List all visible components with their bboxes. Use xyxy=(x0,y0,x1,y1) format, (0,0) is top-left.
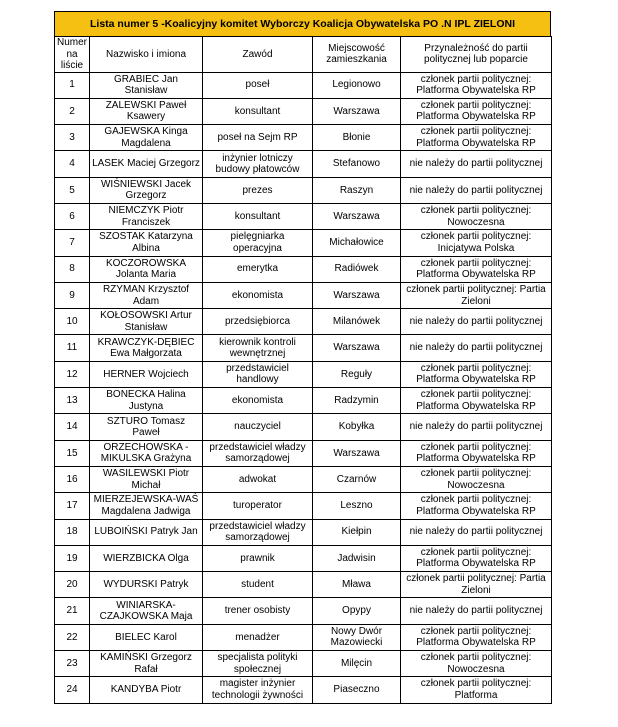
candidate-name: HERNER Wojciech xyxy=(90,361,203,387)
table-row xyxy=(55,651,552,677)
party-affiliation: członek partii politycznej: Platforma xyxy=(401,677,552,703)
table-row xyxy=(55,677,552,703)
candidate-name: BIELEC Karol xyxy=(90,624,203,650)
candidate-list-sheet xyxy=(54,11,551,704)
row-number: 6 xyxy=(55,203,90,229)
candidate-name: KOCZOROWSKA Jolanta Maria xyxy=(90,256,203,282)
row-number: 23 xyxy=(55,651,90,677)
table-row xyxy=(55,440,552,466)
candidate-name: LASEK Maciej Grzegorz xyxy=(90,151,203,177)
occupation: przedstawiciel władzy samorządowej xyxy=(203,440,313,466)
occupation: magister inżynier technologii żywności xyxy=(203,677,313,703)
row-number: 16 xyxy=(55,466,90,492)
residence: Warszawa xyxy=(313,440,401,466)
residence: Michałowice xyxy=(313,230,401,256)
party-affiliation: członek partii politycznej: Platforma Obywatelska RP xyxy=(401,624,552,650)
occupation: konsultant xyxy=(203,98,313,124)
candidate-name: NIEMCZYK Piotr Franciszek xyxy=(90,203,203,229)
row-number: 19 xyxy=(55,545,90,571)
party-affiliation: członek partii politycznej: Partia Zieloni xyxy=(401,572,552,598)
row-number: 10 xyxy=(55,309,90,335)
row-number: 1 xyxy=(55,72,90,98)
row-number: 21 xyxy=(55,598,90,624)
party-affiliation: nie należy do partii politycznej xyxy=(401,309,552,335)
occupation: przedsiębiorca xyxy=(203,309,313,335)
candidate-name: KRAWCZYK-DĘBIEC Ewa Małgorzata xyxy=(90,335,203,361)
occupation: trener osobisty xyxy=(203,598,313,624)
candidate-name: ZALEWSKI Paweł Ksawery xyxy=(90,98,203,124)
occupation: poseł na Sejm RP xyxy=(203,125,313,151)
candidate-name: SZTURO Tomasz Paweł xyxy=(90,414,203,440)
residence: Milanówek xyxy=(313,309,401,335)
occupation: emerytka xyxy=(203,256,313,282)
party-affiliation: nie należy do partii politycznej xyxy=(401,151,552,177)
occupation: przedstawiciel handlowy xyxy=(203,361,313,387)
occupation: prezes xyxy=(203,177,313,203)
table-row xyxy=(55,624,552,650)
candidate-name: KAMIŃSKI Grzegorz Rafał xyxy=(90,651,203,677)
party-affiliation: nie należy do partii politycznej xyxy=(401,598,552,624)
party-affiliation: nie należy do partii politycznej xyxy=(401,177,552,203)
occupation: nauczyciel xyxy=(203,414,313,440)
party-affiliation: nie należy do partii politycznej xyxy=(401,519,552,545)
occupation: kierownik kontroli wewnętrznej xyxy=(203,335,313,361)
occupation: poseł xyxy=(203,72,313,98)
table-row xyxy=(55,598,552,624)
row-number: 15 xyxy=(55,440,90,466)
residence: Piaseczno xyxy=(313,677,401,703)
row-number: 5 xyxy=(55,177,90,203)
column-header-residence: Miejscowość zamieszkania xyxy=(313,37,401,73)
occupation: konsultant xyxy=(203,203,313,229)
occupation: menadżer xyxy=(203,624,313,650)
residence: Czarnów xyxy=(313,466,401,492)
table-row xyxy=(55,256,552,282)
row-number: 8 xyxy=(55,256,90,282)
candidate-name: WIŚNIEWSKI Jacek Grzegorz xyxy=(90,177,203,203)
occupation: ekonomista xyxy=(203,282,313,308)
party-affiliation: członek partii politycznej: Platforma Obywatelska RP xyxy=(401,125,552,151)
table-row xyxy=(55,335,552,361)
list-title: Lista numer 5 -Koalicyjny komitet Wyborczy Koalicja Obywatelska PO .N IPL ZIELONI xyxy=(54,11,551,37)
residence: Leszno xyxy=(313,493,401,519)
column-header-occupation: Zawód xyxy=(203,37,313,73)
candidate-name: GAJEWSKA Kinga Magdalena xyxy=(90,125,203,151)
party-affiliation: członek partii politycznej: Platforma Obywatelska RP xyxy=(401,493,552,519)
residence: Warszawa xyxy=(313,203,401,229)
table-row xyxy=(55,572,552,598)
occupation: pielęgniarka operacyjna xyxy=(203,230,313,256)
table-header-row xyxy=(55,37,552,73)
candidate-name: RZYMAN Krzysztof Adam xyxy=(90,282,203,308)
candidate-name: MIERZEJEWSKA-WAŚ Magdalena Jadwiga xyxy=(90,493,203,519)
table-row xyxy=(55,72,552,98)
row-number: 14 xyxy=(55,414,90,440)
residence: Warszawa xyxy=(313,335,401,361)
residence: Radzymin xyxy=(313,388,401,414)
occupation: student xyxy=(203,572,313,598)
table-row xyxy=(55,493,552,519)
row-number: 7 xyxy=(55,230,90,256)
party-affiliation: członek partii politycznej: Platforma Obywatelska RP xyxy=(401,388,552,414)
table-row xyxy=(55,125,552,151)
table-row xyxy=(55,414,552,440)
residence: Kiełpin xyxy=(313,519,401,545)
party-affiliation: członek partii politycznej: Inicjatywa Polska xyxy=(401,230,552,256)
occupation: inżynier lotniczy budowy płatowców xyxy=(203,151,313,177)
table-row xyxy=(55,519,552,545)
residence: Kobyłka xyxy=(313,414,401,440)
candidate-name: KOŁOSOWSKI Artur Stanisław xyxy=(90,309,203,335)
party-affiliation: członek partii politycznej: Nowoczesna xyxy=(401,651,552,677)
residence: Raszyn xyxy=(313,177,401,203)
row-number: 13 xyxy=(55,388,90,414)
row-number: 20 xyxy=(55,572,90,598)
residence: Milęcin xyxy=(313,651,401,677)
party-affiliation: członek partii politycznej: Platforma Obywatelska RP xyxy=(401,256,552,282)
row-number: 4 xyxy=(55,151,90,177)
party-affiliation: członek partii politycznej: Platforma Obywatelska RP xyxy=(401,361,552,387)
candidate-name: SZOSTAK Katarzyna Albina xyxy=(90,230,203,256)
residence: Nowy Dwór Mazowiecki xyxy=(313,624,401,650)
party-affiliation: nie należy do partii politycznej xyxy=(401,414,552,440)
table-row xyxy=(55,388,552,414)
row-number: 18 xyxy=(55,519,90,545)
residence: Warszawa xyxy=(313,282,401,308)
table-row xyxy=(55,309,552,335)
row-number: 17 xyxy=(55,493,90,519)
residence: Warszawa xyxy=(313,98,401,124)
residence: Radiówek xyxy=(313,256,401,282)
row-number: 9 xyxy=(55,282,90,308)
candidate-name: WINIARSKA-CZAJKOWSKA Maja xyxy=(90,598,203,624)
row-number: 11 xyxy=(55,335,90,361)
row-number: 22 xyxy=(55,624,90,650)
table-row xyxy=(55,177,552,203)
candidate-name: KANDYBA Piotr xyxy=(90,677,203,703)
party-affiliation: członek partii politycznej: Platforma Obywatelska RP xyxy=(401,72,552,98)
occupation: turoperator xyxy=(203,493,313,519)
party-affiliation: członek partii politycznej: Partia Zieloni xyxy=(401,282,552,308)
occupation: adwokat xyxy=(203,466,313,492)
residence: Błonie xyxy=(313,125,401,151)
row-number: 12 xyxy=(55,361,90,387)
table-row xyxy=(55,282,552,308)
residence: Reguły xyxy=(313,361,401,387)
candidate-name: GRABIEC Jan Stanisław xyxy=(90,72,203,98)
row-number: 2 xyxy=(55,98,90,124)
candidate-name: BONECKA Halina Justyna xyxy=(90,388,203,414)
occupation: ekonomista xyxy=(203,388,313,414)
residence: Stefanowo xyxy=(313,151,401,177)
candidate-name: LUBOIŃSKI Patryk Jan xyxy=(90,519,203,545)
table-row xyxy=(55,361,552,387)
residence: Opypy xyxy=(313,598,401,624)
table-row xyxy=(55,230,552,256)
residence: Jadwisin xyxy=(313,545,401,571)
candidate-name: WIERZBICKA Olga xyxy=(90,545,203,571)
occupation: prawnik xyxy=(203,545,313,571)
candidate-table xyxy=(54,36,552,704)
column-header-name: Nazwisko i imiona xyxy=(90,37,203,73)
row-number: 24 xyxy=(55,677,90,703)
party-affiliation: nie należy do partii politycznej xyxy=(401,335,552,361)
occupation: przedstawiciel władzy samorządowej xyxy=(203,519,313,545)
table-row xyxy=(55,466,552,492)
table-row xyxy=(55,151,552,177)
party-affiliation: członek partii politycznej: Platforma Obywatelska RP xyxy=(401,98,552,124)
table-body xyxy=(55,72,552,703)
table-row xyxy=(55,203,552,229)
party-affiliation: członek partii politycznej: Platforma Obywatelska RP xyxy=(401,440,552,466)
residence: Mława xyxy=(313,572,401,598)
candidate-name: WYDURSKI Patryk xyxy=(90,572,203,598)
column-header-party: Przynależność do partii politycznej lub poparcie xyxy=(401,37,552,73)
party-affiliation: członek partii politycznej: Platforma Obywatelska RP xyxy=(401,545,552,571)
occupation: specjalista polityki społecznej xyxy=(203,651,313,677)
column-header-number: Numer na liście xyxy=(55,37,90,73)
candidate-name: WASILEWSKI Piotr Michał xyxy=(90,466,203,492)
party-affiliation: członek partii politycznej: Nowoczesna xyxy=(401,203,552,229)
row-number: 3 xyxy=(55,125,90,151)
table-row xyxy=(55,98,552,124)
residence: Legionowo xyxy=(313,72,401,98)
candidate-name: ORZECHOWSKA - MIKULSKA Grażyna xyxy=(90,440,203,466)
table-row xyxy=(55,545,552,571)
party-affiliation: członek partii politycznej: Nowoczesna xyxy=(401,466,552,492)
